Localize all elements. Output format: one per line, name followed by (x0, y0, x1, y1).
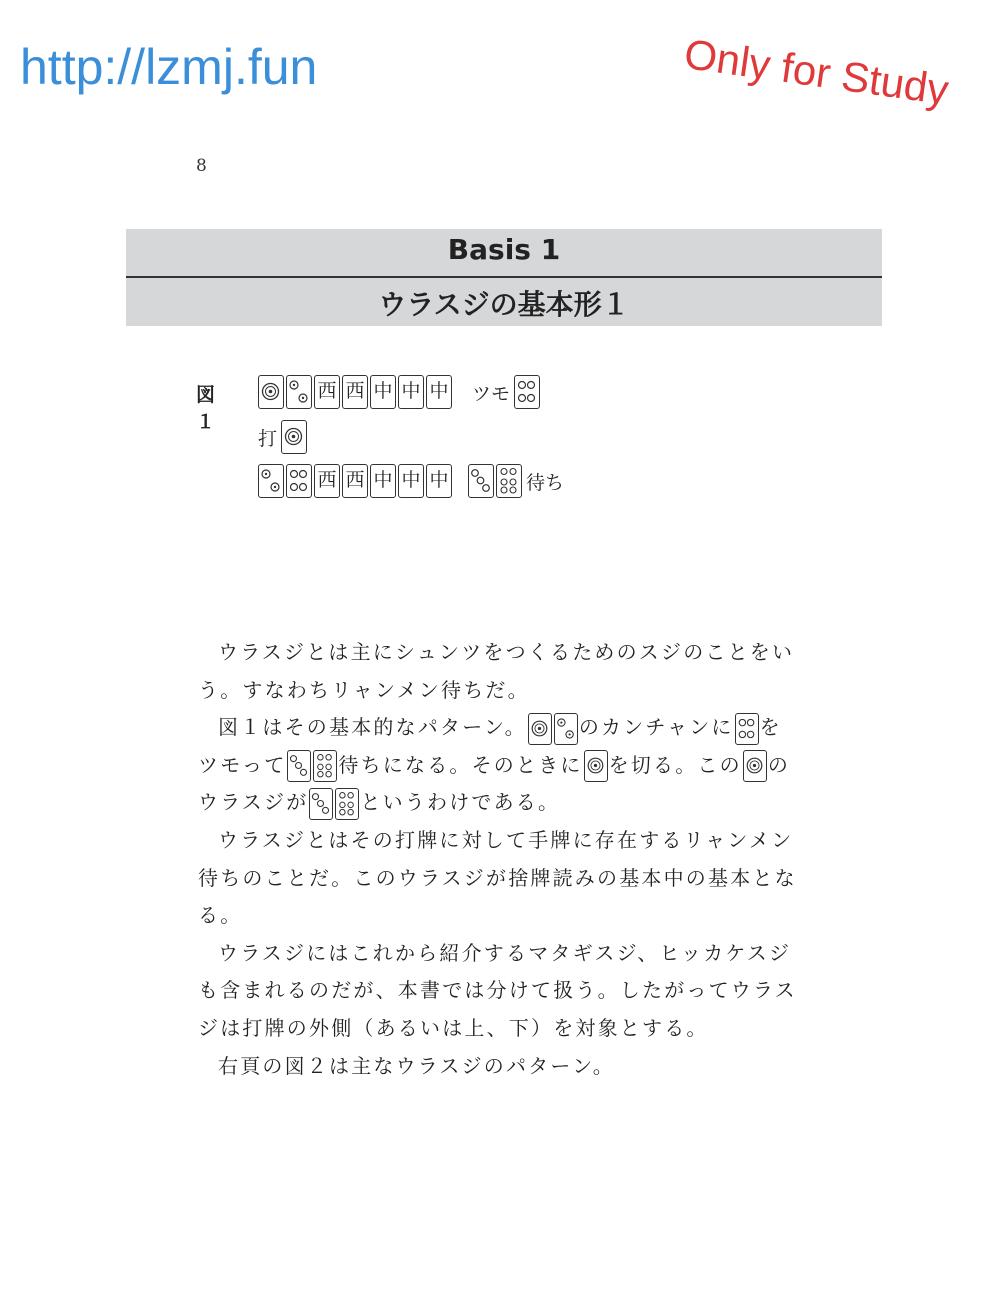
tile-6-pin (313, 750, 337, 782)
watermark-url: http://lzmj.fun (20, 39, 318, 95)
page-number: 8 (196, 156, 207, 176)
figure-label: 図１ (196, 384, 216, 433)
paragraph-3: ウラスジとはその打牌に対して手牌に存在するリャンメン待ちのことだ。このウラスジが捨牌読みの基本中の基本となる。 (198, 827, 797, 928)
wait-label: 待ち (526, 471, 565, 494)
tile-west: 西 (314, 375, 340, 409)
p2-text-e: を切る。この (608, 752, 742, 777)
tile-2-pin (286, 375, 312, 409)
paragraph-1: ウラスジとは主にシュンツをつくるためのスジのことをいう。すなわちリャンメン待ちだ。 (198, 640, 795, 702)
header-divider (126, 276, 882, 278)
tile-red-dragon: 中 (370, 375, 396, 409)
tile-6-pin (496, 464, 522, 498)
tile-west: 西 (342, 375, 368, 409)
tile-1-pin (528, 713, 552, 745)
discard-row (258, 420, 309, 454)
tile-4-pin (286, 464, 312, 498)
tile-red-dragon: 中 (426, 464, 452, 498)
tile-red-dragon: 中 (370, 464, 396, 498)
tile-3-pin (287, 750, 311, 782)
tile-1-pin (584, 750, 608, 782)
tile-3-pin (468, 464, 494, 498)
paragraph-2 (198, 709, 798, 822)
result-row (258, 464, 568, 498)
tile-red-dragon: 中 (398, 375, 424, 409)
basis-heading: Basis 1 (447, 233, 561, 266)
tile-3-pin (309, 788, 333, 820)
p2-text-b: のカンチャンに (578, 715, 734, 740)
tile-6-pin (335, 788, 359, 820)
body-text (198, 634, 798, 1085)
tsumo-label: ツモ (472, 382, 511, 405)
p2-text-g: というわけである。 (360, 790, 561, 815)
tile-1-pin (281, 420, 307, 454)
header-box (126, 229, 882, 326)
tile-4-pin (514, 375, 540, 409)
tile-west: 西 (342, 464, 368, 498)
tile-4-pin (735, 713, 759, 745)
section-title: ウラスジの基本形１ (378, 288, 630, 321)
tile-red-dragon: 中 (426, 375, 452, 409)
p2-text-c: をツモって (198, 715, 782, 777)
p2-text-f: のウラスジが (198, 752, 791, 815)
watermark-study: Only for Study (681, 30, 952, 114)
tile-1-pin (743, 750, 767, 782)
p2-text-a: 図１はその基本的なパターン。 (218, 715, 527, 740)
tile-2-pin (258, 464, 284, 498)
p2-text-d: 待ちになる。そのときに (338, 752, 583, 777)
paragraph-5: 右頁の図２は主なウラスジのパターン。 (218, 1053, 615, 1078)
tile-2-pin (554, 713, 578, 745)
discard-label: 打 (258, 427, 278, 450)
tile-west: 西 (314, 464, 340, 498)
hand-row (258, 375, 542, 409)
tile-red-dragon: 中 (398, 464, 424, 498)
tile-1-pin (258, 375, 284, 409)
paragraph-4: ウラスジにはこれから紹介するマタギスジ、ヒッカケスジも含まれるのだが、本書では分けて扱う。したがってウラスジは打牌の外側（あるいは上、下）を対象とする。 (198, 940, 797, 1040)
